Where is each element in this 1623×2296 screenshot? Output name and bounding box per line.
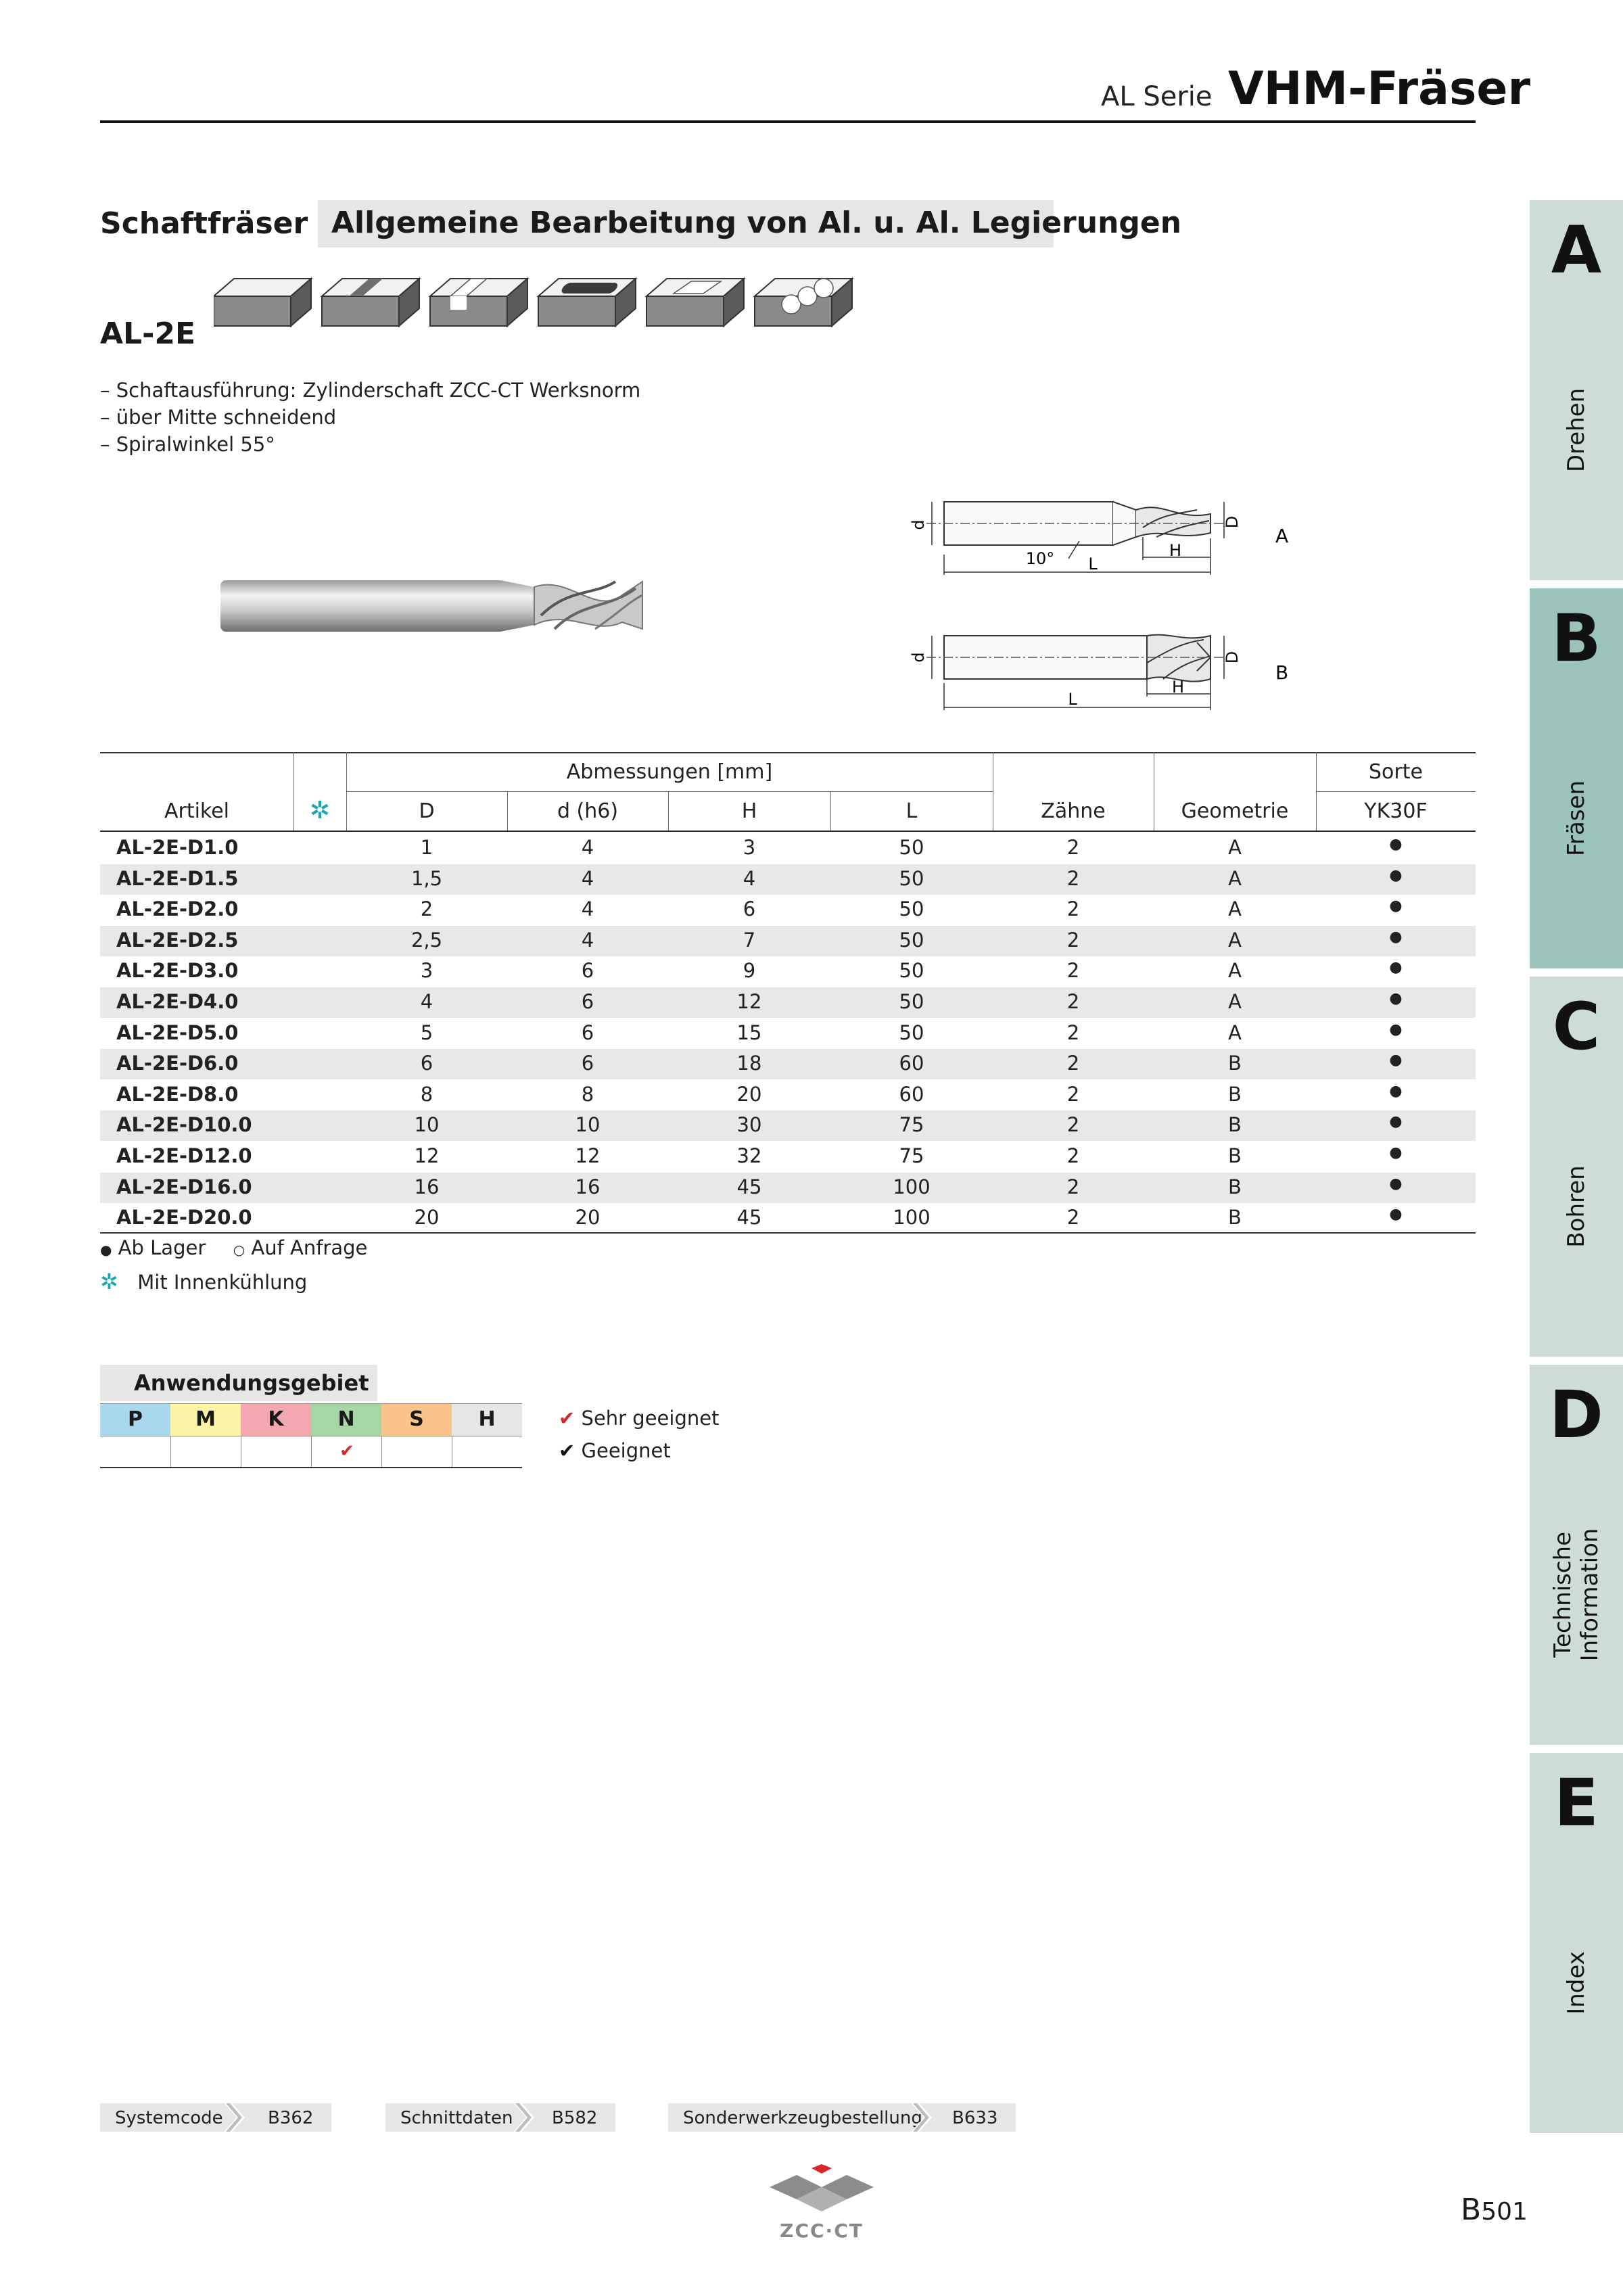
cell-D: 2,5	[410, 928, 443, 952]
operation-icons	[214, 269, 863, 350]
feature-center-cutting: – über Mitte schneidend	[100, 406, 337, 429]
cell-L: 60	[899, 1082, 924, 1106]
col-d: d (h6)	[557, 799, 619, 823]
tab-a-label: Drehen	[1563, 388, 1590, 473]
material-k: K	[241, 1403, 311, 1436]
drawing-b-H: H	[1171, 678, 1185, 697]
cell-H: 4	[743, 866, 756, 890]
cell-stock: ●	[1389, 1021, 1403, 1038]
cell-d: 16	[575, 1175, 601, 1198]
cell-z: 2	[1066, 836, 1080, 859]
header-rule	[100, 120, 1476, 123]
table-row	[100, 1142, 1476, 1172]
cell-geo: B	[1228, 1175, 1242, 1198]
plunge-drilling-icon	[755, 279, 852, 326]
cell-d: 6	[581, 1052, 594, 1075]
table-row	[100, 1203, 1476, 1234]
cell-L: 75	[899, 1113, 924, 1137]
drawing-b-D: D	[1223, 651, 1242, 664]
cell-stock: ●	[1389, 990, 1403, 1007]
cell-D: 5	[420, 1021, 433, 1044]
cell-stock: ●	[1389, 1144, 1403, 1161]
application-title: Anwendungsgebiet	[134, 1370, 369, 1396]
legend-coolant-label: Mit Innenkühlung	[137, 1271, 308, 1294]
cell-D: 1,5	[410, 866, 443, 890]
cell-geo: A	[1228, 990, 1242, 1013]
footer-sonderwerkzeug-page: B633	[952, 2108, 998, 2128]
cell-stock: ●	[1389, 897, 1403, 915]
table-row	[100, 987, 1476, 1018]
cell-stock: ●	[1389, 866, 1403, 884]
logo-text: ZCC·CT	[780, 2220, 864, 2242]
material-p: P	[100, 1403, 170, 1436]
drawing-geometry-b	[899, 622, 1305, 724]
footer-sonderwerkzeug-label: Sonderwerkzeugbestellung	[683, 2108, 922, 2128]
section-title: Schaftfräser	[100, 206, 308, 241]
cell-L: 50	[899, 928, 924, 952]
end-mill-photo	[216, 568, 649, 642]
feature-shank: – Schaftausführung: Zylinderschaft ZCC-CT Werksnorm	[100, 379, 641, 402]
application-header	[100, 1365, 377, 1401]
cell-d: 6	[581, 959, 594, 983]
cell-d: 6	[581, 1021, 594, 1044]
cell-artikel: AL-2E-D3.0	[116, 959, 239, 983]
cell-L: 100	[893, 1175, 931, 1198]
tab-a-letter: A	[1551, 212, 1602, 288]
cell-stock: ●	[1389, 928, 1403, 945]
suitable-label: Geeignet	[581, 1439, 671, 1462]
tab-c-label: Bohren	[1563, 1165, 1590, 1248]
cell-z: 2	[1066, 928, 1080, 952]
material-h-rating	[452, 1436, 523, 1467]
table-row	[100, 1080, 1476, 1110]
drawing-a-H: H	[1169, 541, 1182, 560]
cell-H: 12	[736, 990, 762, 1013]
cell-H: 45	[736, 1206, 762, 1229]
pocket-milling-icon	[538, 279, 636, 326]
cell-L: 60	[899, 1052, 924, 1075]
cell-stock: ●	[1389, 959, 1403, 977]
cell-artikel: AL-2E-D1.5	[116, 866, 239, 890]
material-k-rating	[241, 1436, 312, 1467]
cell-z: 2	[1066, 897, 1080, 921]
face-milling-icon	[214, 279, 311, 326]
drawing-b-L: L	[1068, 690, 1077, 709]
cell-L: 50	[899, 866, 924, 890]
cell-z: 2	[1066, 1082, 1080, 1106]
cell-artikel: AL-2E-D2.5	[116, 928, 239, 952]
tab-index[interactable]	[1530, 1753, 1623, 2133]
table-row	[100, 895, 1476, 925]
col-sorte: Sorte	[1369, 760, 1423, 784]
cell-H: 30	[736, 1113, 762, 1137]
cell-d: 10	[575, 1113, 601, 1137]
cell-d: 4	[581, 836, 594, 859]
page-number-value: 501	[1481, 2198, 1528, 2226]
drawing-a-angle: 10°	[1025, 549, 1055, 568]
table-row	[100, 1018, 1476, 1049]
cell-z: 2	[1066, 866, 1080, 890]
drawing-b-label: B	[1275, 661, 1289, 684]
col-artikel: Artikel	[164, 799, 230, 823]
shoulder-milling-icon	[322, 279, 419, 326]
tab-technische-information[interactable]	[1530, 1365, 1623, 1745]
drawing-a-d: d	[909, 519, 928, 530]
coolant-snowflake-icon: ✲	[100, 1269, 118, 1294]
cell-z: 2	[1066, 1113, 1080, 1137]
cell-geo: A	[1228, 836, 1242, 859]
material-s-rating	[381, 1436, 452, 1467]
tab-drehen[interactable]	[1530, 200, 1623, 580]
cell-z: 2	[1066, 1144, 1080, 1167]
cell-D: 10	[414, 1113, 440, 1137]
tab-e-letter: E	[1554, 1765, 1599, 1841]
cell-stock: ●	[1389, 1113, 1403, 1131]
cell-z: 2	[1066, 1021, 1080, 1044]
legend-stock-label: Ab Lager	[118, 1236, 206, 1259]
chevron-right-icon	[910, 2102, 935, 2133]
cell-geo: A	[1228, 897, 1242, 921]
cell-D: 1	[420, 836, 433, 859]
cell-D: 12	[414, 1144, 440, 1167]
section-subtitle-box	[318, 200, 1182, 248]
tab-e-label: Index	[1563, 1951, 1590, 2015]
cell-L: 50	[899, 959, 924, 983]
legend-request-label: Auf Anfrage	[251, 1236, 368, 1259]
col-geometrie: Geometrie	[1181, 799, 1289, 823]
table-row	[100, 864, 1476, 895]
cell-z: 2	[1066, 1206, 1080, 1229]
material-n: N	[311, 1403, 381, 1436]
cell-artikel: AL-2E-D12.0	[116, 1144, 252, 1167]
material-n-rating: ✔	[311, 1436, 382, 1467]
tab-bohren[interactable]	[1530, 977, 1623, 1357]
col-L: L	[905, 799, 918, 823]
cell-z: 2	[1066, 990, 1080, 1013]
slot-milling-icon	[430, 279, 527, 326]
chevron-right-icon	[223, 2102, 248, 2133]
material-h: H	[452, 1403, 522, 1436]
cell-artikel: AL-2E-D10.0	[116, 1113, 252, 1137]
table-row	[100, 1110, 1476, 1141]
cell-artikel: AL-2E-D5.0	[116, 1021, 239, 1044]
footer-systemcode-label: Systemcode	[115, 2108, 223, 2128]
col-dimensions: Abmessungen [mm]	[566, 760, 773, 784]
cell-z: 2	[1066, 1052, 1080, 1075]
very-suitable-label: Sehr geeignet	[581, 1407, 720, 1430]
table-row	[100, 926, 1476, 956]
cell-geo: B	[1228, 1144, 1242, 1167]
page-number	[1461, 2193, 1528, 2227]
cell-H: 45	[736, 1175, 762, 1198]
footer-systemcode-page: B362	[268, 2108, 314, 2128]
request-circle-icon: ○	[233, 1242, 245, 1258]
product-code: AL-2E	[100, 317, 196, 351]
cell-H: 6	[743, 897, 756, 921]
cell-D: 8	[420, 1082, 433, 1106]
cell-L: 50	[899, 990, 924, 1013]
cell-D: 4	[420, 990, 433, 1013]
cell-L: 50	[899, 836, 924, 859]
cell-L: 75	[899, 1144, 924, 1167]
stock-dot-icon: ●	[100, 1242, 112, 1258]
cell-D: 6	[420, 1052, 433, 1075]
cell-geo: A	[1228, 866, 1242, 890]
tab-fraesen[interactable]	[1530, 588, 1623, 968]
cell-H: 15	[736, 1021, 762, 1044]
cell-geo: A	[1228, 1021, 1242, 1044]
cell-L: 50	[899, 1021, 924, 1044]
cell-stock: ●	[1389, 1052, 1403, 1069]
cell-L: 100	[893, 1206, 931, 1229]
cell-z: 2	[1066, 1175, 1080, 1198]
cell-d: 4	[581, 897, 594, 921]
cell-artikel: AL-2E-D2.0	[116, 897, 239, 921]
material-m: M	[170, 1403, 241, 1436]
check-black-icon: ✔	[559, 1439, 575, 1462]
col-zaehne: Zähne	[1041, 799, 1106, 823]
cell-stock: ●	[1389, 836, 1403, 853]
logo-mark-icon	[764, 2164, 879, 2218]
cell-geo: A	[1228, 959, 1242, 983]
chevron-right-icon	[513, 2102, 537, 2133]
col-coolant-icon: ✲	[309, 797, 331, 824]
cell-H: 18	[736, 1052, 762, 1075]
cell-d: 20	[575, 1206, 601, 1229]
cell-d: 8	[581, 1082, 594, 1106]
cell-artikel: AL-2E-D1.0	[116, 836, 239, 859]
footer-link-schnittdaten[interactable]	[385, 2103, 615, 2132]
tab-d-letter: D	[1549, 1377, 1603, 1453]
cell-geo: A	[1228, 928, 1242, 952]
material-p-rating	[100, 1436, 170, 1467]
cell-H: 9	[743, 959, 756, 983]
cell-d: 4	[581, 866, 594, 890]
ramping-icon	[646, 279, 744, 326]
cell-geo: B	[1228, 1052, 1242, 1075]
cell-L: 50	[899, 897, 924, 921]
legend-suitable	[559, 1439, 671, 1462]
legend-coolant	[100, 1269, 307, 1294]
footer-schnittdaten-label: Schnittdaten	[400, 2108, 513, 2128]
col-H: H	[741, 799, 757, 823]
cell-D: 20	[414, 1206, 440, 1229]
feature-helix: – Spiralwinkel 55°	[100, 433, 275, 456]
footer-link-systemcode[interactable]	[100, 2103, 331, 2132]
zcc-ct-logo	[764, 2164, 879, 2245]
tab-d-label: Technische Information	[1549, 1528, 1603, 1662]
cell-H: 3	[743, 836, 756, 859]
cell-D: 16	[414, 1175, 440, 1198]
cell-artikel: AL-2E-D4.0	[116, 990, 239, 1013]
cell-geo: B	[1228, 1206, 1242, 1229]
material-m-rating	[170, 1436, 241, 1467]
cell-D: 2	[420, 897, 433, 921]
footer-link-sonderwerkzeug[interactable]	[668, 2103, 1016, 2132]
cell-stock: ●	[1389, 1206, 1403, 1223]
drawing-a-label: A	[1275, 525, 1289, 547]
drawing-geometry-a	[899, 487, 1305, 588]
table-row	[100, 956, 1476, 987]
cell-artikel: AL-2E-D20.0	[116, 1206, 252, 1229]
cell-H: 32	[736, 1144, 762, 1167]
section-subtitle: Allgemeine Bearbeitung von Al. u. Al. Legierungen	[331, 206, 1182, 240]
legend-stock	[100, 1236, 367, 1259]
series-label: AL Serie	[1101, 81, 1213, 112]
cell-artikel: AL-2E-D6.0	[116, 1052, 239, 1075]
check-red-icon: ✔	[559, 1407, 575, 1430]
cell-D: 3	[420, 959, 433, 983]
material-s: S	[381, 1403, 452, 1436]
cell-d: 4	[581, 928, 594, 952]
footer-schnittdaten-page: B582	[552, 2108, 598, 2128]
drawing-a-L: L	[1088, 555, 1098, 573]
tab-b-letter: B	[1551, 601, 1601, 676]
tab-c-letter: C	[1552, 989, 1601, 1064]
table-row	[100, 1049, 1476, 1079]
cell-H: 20	[736, 1082, 762, 1106]
page-prefix: B	[1461, 2193, 1482, 2227]
cell-geo: B	[1228, 1113, 1242, 1137]
table-row	[100, 1173, 1476, 1203]
col-grade: YK30F	[1364, 799, 1428, 823]
drawing-b-d: d	[909, 652, 928, 663]
cell-H: 7	[743, 928, 756, 952]
cell-geo: B	[1228, 1082, 1242, 1106]
cell-stock: ●	[1389, 1082, 1403, 1100]
legend-very-suitable	[559, 1407, 719, 1430]
cell-stock: ●	[1389, 1175, 1403, 1192]
tab-b-label: Fräsen	[1563, 780, 1590, 857]
cell-artikel: AL-2E-D16.0	[116, 1175, 252, 1198]
cell-d: 6	[581, 990, 594, 1013]
col-D: D	[419, 799, 435, 823]
drawing-a-D: D	[1223, 515, 1242, 529]
page-title: VHM-Fräser	[1228, 62, 1531, 116]
cell-z: 2	[1066, 959, 1080, 983]
table-row	[100, 833, 1476, 864]
cell-artikel: AL-2E-D8.0	[116, 1082, 239, 1106]
cell-d: 12	[575, 1144, 601, 1167]
